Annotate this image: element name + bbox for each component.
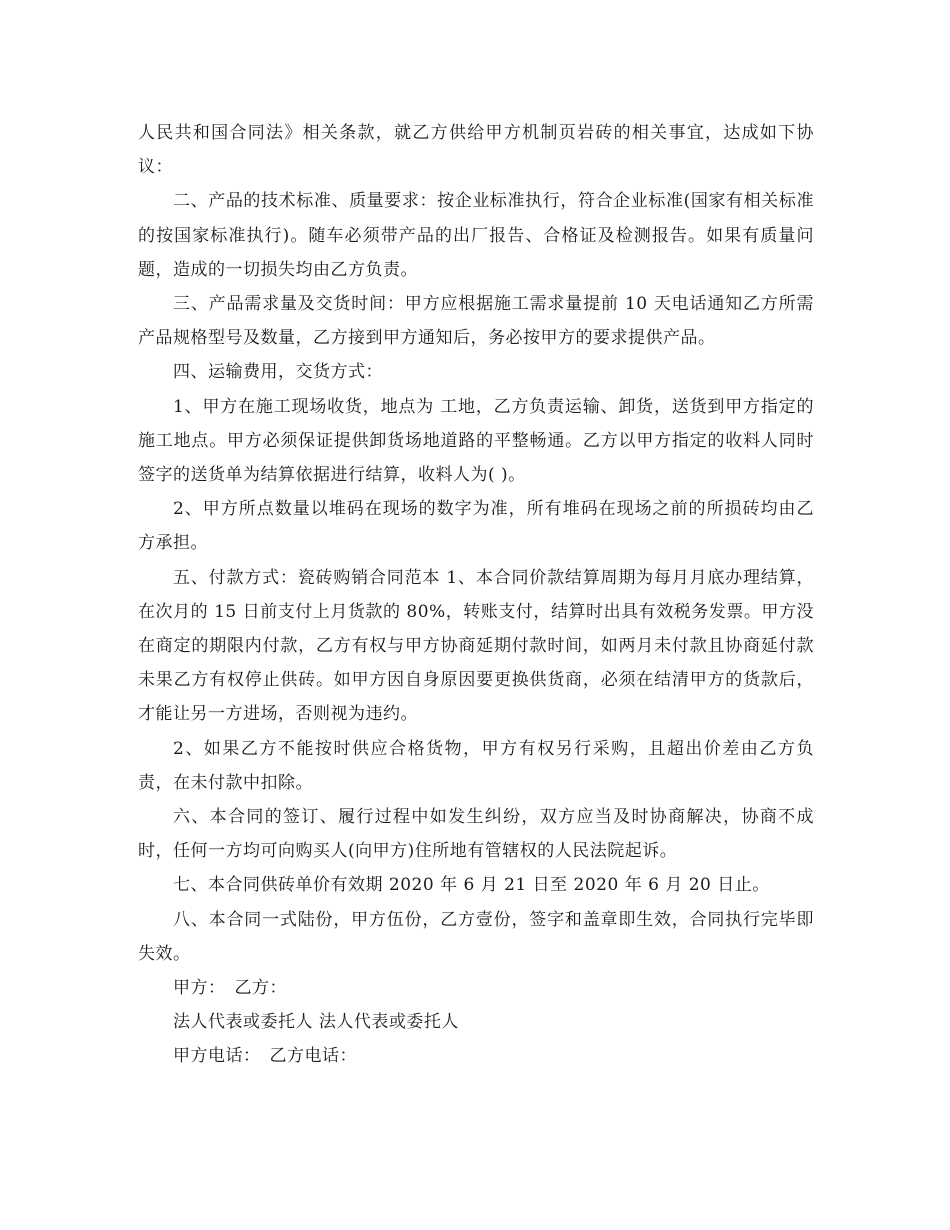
- signature-parties: 甲方： 乙方：: [173, 978, 287, 999]
- paragraph-copies-effect: 八、本合同一式陆份，甲方伍份，乙方壹份，签字和盖章即生效，合同执行完毕即失效。: [138, 909, 814, 964]
- signature-phones: 甲方电话： 乙方电话：: [173, 1046, 357, 1067]
- paragraph-quality-standards: 二、产品的技术标准、质量要求：按企业标准执行，符合企业标准(国家有相关标准的按国家标准执行)。随车必须带产品的出厂报告、合格证及检测报告。如果有质量问题，造成的一切损失均由乙方负责。: [138, 191, 814, 280]
- paragraph-transport-item-2: 2、甲方所点数量以堆码在现场的数字为准，所有堆码在现场之前的所损砖均由乙方承担。: [138, 499, 814, 554]
- paragraph-demand-delivery-time: 三、产品需求量及交货时间：甲方应根据施工需求量提前 10 天电话通知乙方所需产品规格型号及数量，乙方接到甲方通知后，务必按甲方的要求提供产品。: [138, 294, 814, 349]
- paragraph-transport-heading: 四、运输费用，交货方式：: [173, 362, 383, 383]
- paragraph-validity-period: 七、本合同供砖单价有效期 2020 年 6 月 21 日至 2020 年 6 月 20 日止。: [173, 875, 770, 896]
- paragraph-intro-agreement: 人民共和国合同法》相关条款，就乙方供给甲方机制页岩砖的相关事宜，达成如下协议：: [138, 123, 814, 178]
- paragraph-dispute-resolution: 六、本合同的签订、履行过程中如发生纠纷，双方应当及时协商解决，协商不成时，任何一方均可向购买人(向甲方)住所地有管辖权的人民法院起诉。: [138, 807, 814, 862]
- paragraph-payment-item-2: 2、如果乙方不能按时供应合格货物，甲方有权另行采购，且超出价差由乙方负责，在未付款中扣除。: [138, 738, 814, 793]
- paragraph-payment-terms: 五、付款方式：瓷砖购销合同范本 1、本合同价款结算周期为每月月底办理结算，在次月的 15 日前支付上月货款的 80%，转账支付，结算时出具有效税务发票。甲方没在商定的期限内付款，乙方有权与甲方协商延期付款时间，如两月未付款且协商延付款未果乙方有权停止供砖。如甲方因自身原因要更换供货商，必须在结清甲方的货款后，才能让另一方进场，否则视为违约。: [138, 567, 814, 725]
- paragraph-transport-item-1: 1、甲方在施工现场收货，地点为 工地，乙方负责运输、卸货，送货到甲方指定的施工地点。甲方必须保证提供卸货场地道路的平整畅通。乙方以甲方指定的收料人同时签字的送货单为结算依据进行结算，收料人为( )。: [138, 396, 814, 486]
- contract-body: [138, 116, 814, 1074]
- signature-representatives: 法人代表或委托人 法人代表或委托人: [173, 1012, 459, 1033]
